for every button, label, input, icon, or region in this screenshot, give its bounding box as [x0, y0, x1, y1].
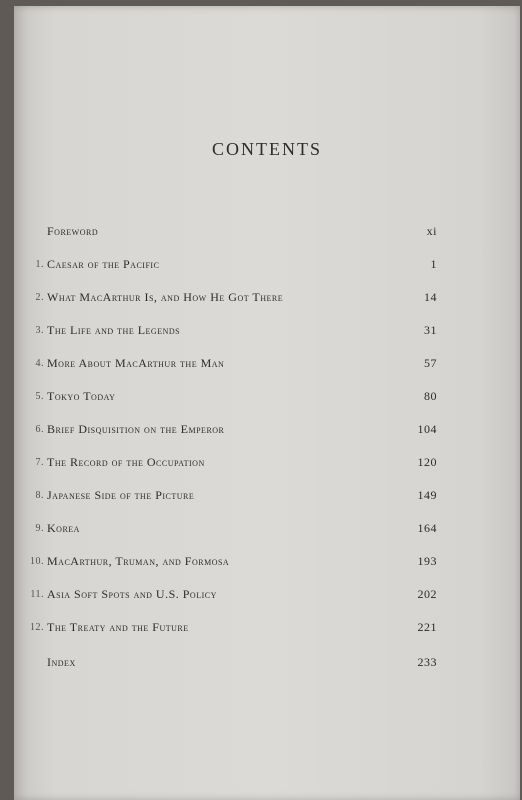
contents-entry-11	[14, 587, 520, 605]
book-page	[14, 6, 520, 800]
entry-number: 8.	[35, 490, 44, 501]
entry-page: 149	[417, 488, 437, 502]
entry-title: The Treaty and the Future	[47, 620, 189, 634]
entry-page: 193	[417, 554, 437, 568]
contents-list	[14, 6, 520, 800]
entry-title: MacArthur, Truman, and Formosa	[47, 554, 230, 568]
entry-title: What MacArthur Is, and How He Got There	[47, 290, 284, 304]
entry-title: The Life and the Legends	[47, 323, 181, 337]
entry-page: 164	[417, 521, 437, 535]
entry-page: 120	[417, 455, 437, 469]
entry-number: 11.	[30, 589, 44, 600]
entry-page: 31	[424, 323, 437, 337]
entry-number: 1.	[35, 259, 44, 270]
contents-entry-1	[14, 257, 520, 275]
entry-title: Brief Disquisition on the Emperor	[47, 422, 225, 436]
contents-entry-6	[14, 422, 520, 440]
entry-page: 14	[424, 290, 437, 304]
entry-number: 6.	[35, 424, 44, 435]
contents-entry-9	[14, 521, 520, 539]
contents-entry-3	[14, 323, 520, 341]
entry-page: 233	[417, 655, 437, 669]
entry-title: Asia Soft Spots and U.S. Policy	[47, 587, 217, 601]
entry-number: 12.	[30, 622, 44, 633]
entry-number: 3.	[35, 325, 44, 336]
entry-title: Tokyo Today	[47, 389, 116, 403]
contents-entry-index	[14, 655, 520, 673]
contents-entry-4	[14, 356, 520, 374]
entry-title: Caesar of the Pacific	[47, 257, 160, 271]
contents-entry-7	[14, 455, 520, 473]
entry-page: 1	[430, 257, 437, 271]
entry-number: 4.	[35, 358, 44, 369]
entry-title: Index	[47, 655, 76, 669]
entry-title: More About MacArthur the Man	[47, 356, 225, 370]
entry-page: xi	[426, 224, 437, 238]
contents-entry-5	[14, 389, 520, 407]
page-title: CONTENTS	[212, 139, 322, 159]
entry-number: 9.	[35, 523, 44, 534]
contents-entry-10	[14, 554, 520, 572]
entry-page: 80	[424, 389, 437, 403]
entry-page: 221	[417, 620, 437, 634]
entry-number: 7.	[35, 457, 44, 468]
entry-page: 202	[417, 587, 437, 601]
contents-entry-12	[14, 620, 520, 638]
contents-entry-2	[14, 290, 520, 308]
entry-number: 5.	[35, 391, 44, 402]
entry-title: Foreword	[47, 224, 99, 238]
entry-page: 57	[424, 356, 437, 370]
entry-title: Japanese Side of the Picture	[47, 488, 195, 502]
entry-number: 2.	[35, 292, 44, 303]
entry-title: Korea	[47, 521, 80, 535]
entry-number: 10.	[30, 556, 44, 567]
entry-title: The Record of the Occupation	[47, 455, 205, 469]
entry-page: 104	[417, 422, 437, 436]
contents-entry-foreword	[14, 224, 520, 242]
contents-entry-8	[14, 488, 520, 506]
